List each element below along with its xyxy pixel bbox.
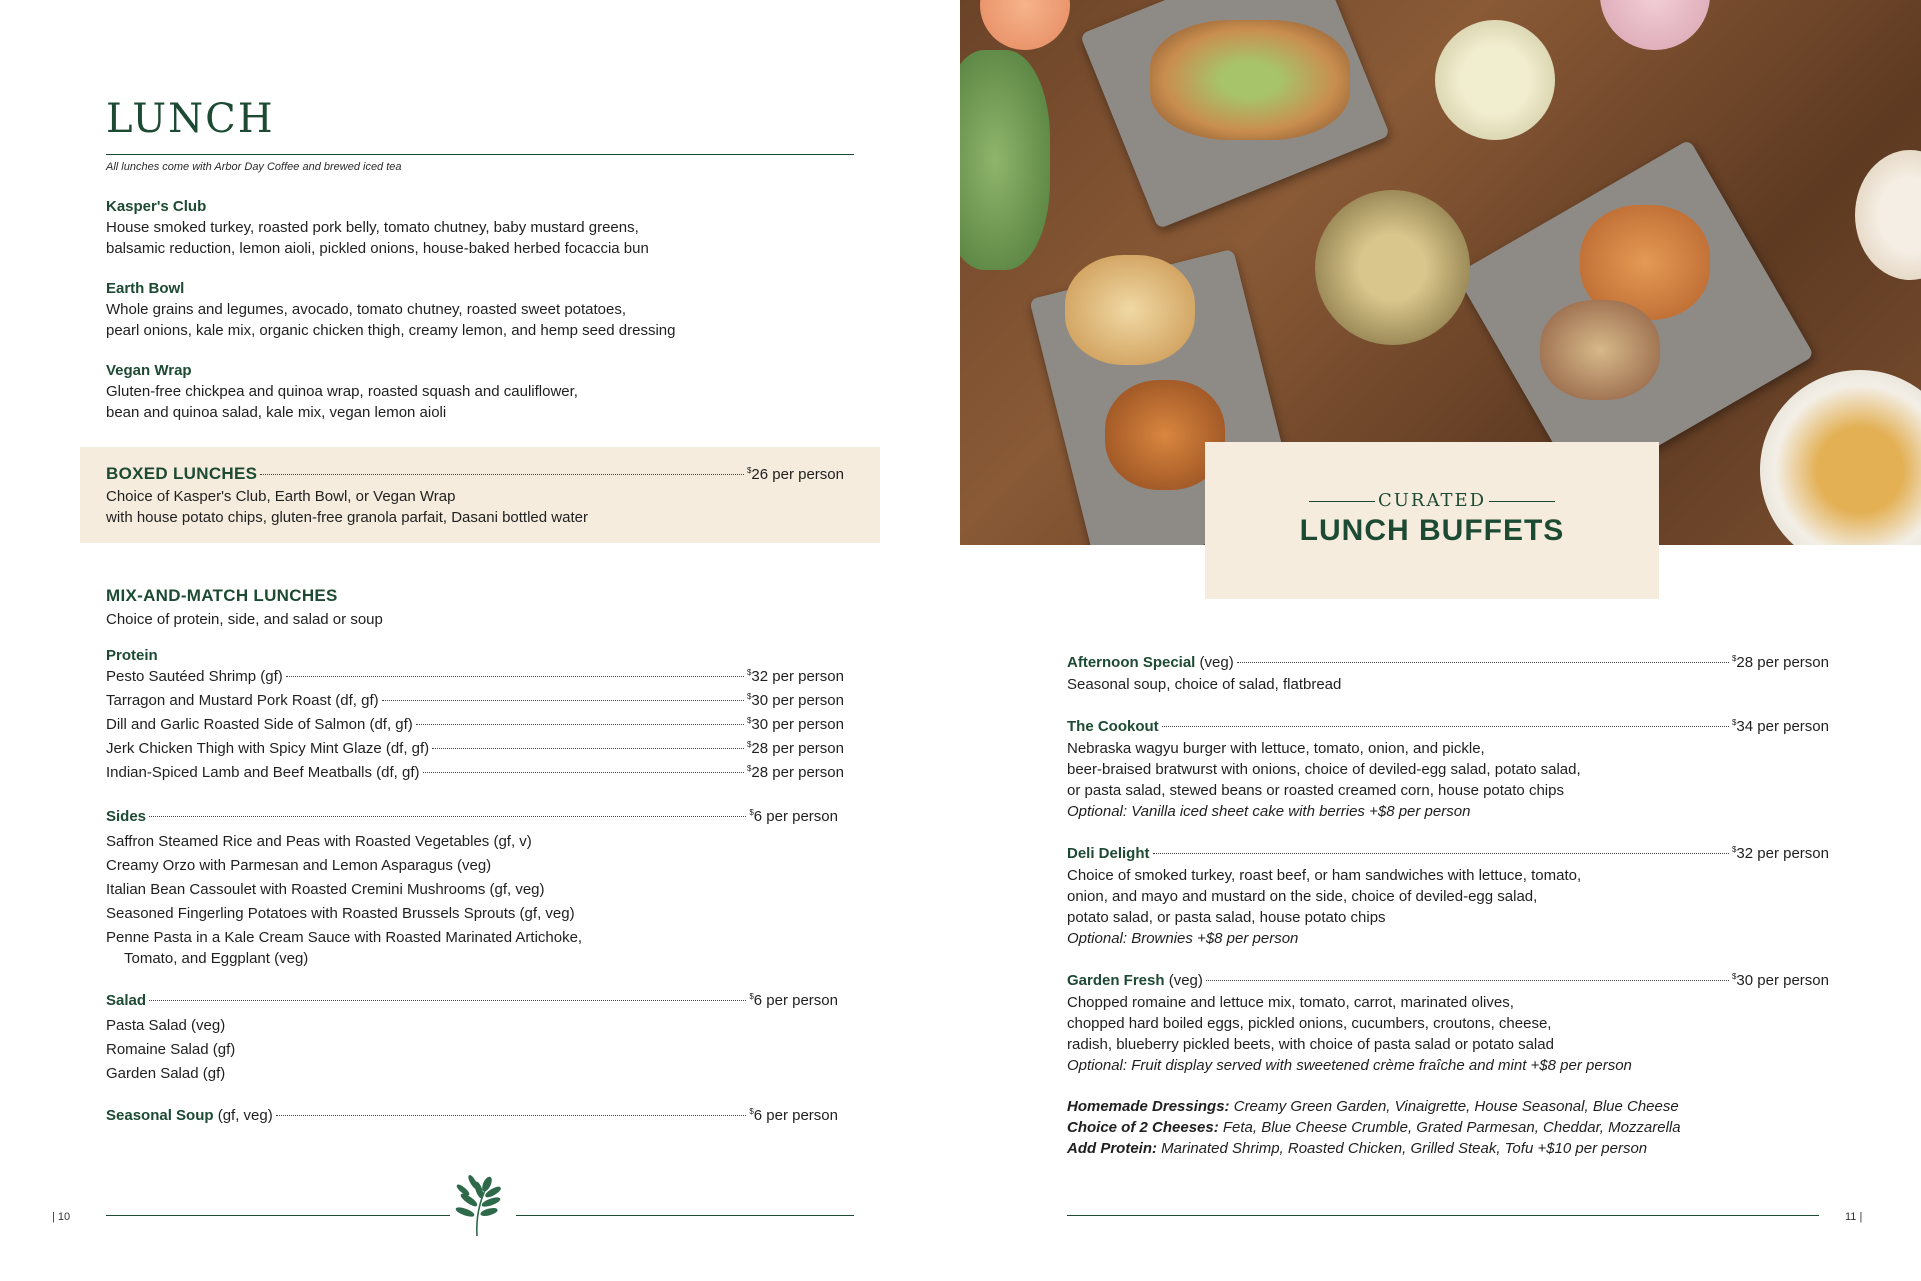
buffet-desc-line: Chopped romaine and lettuce mix, tomato, carrot, marinated olives,: [1067, 994, 1514, 1011]
buffet-price: $34 per person: [1731, 718, 1829, 735]
curated-rule: [1489, 501, 1555, 502]
protein-price: $32 per person: [746, 668, 844, 685]
protein-row: [106, 764, 844, 781]
dot-leader: [260, 474, 744, 475]
boxed-lunches-title: BOXED LUNCHES: [106, 464, 258, 483]
left-page: [0, 0, 960, 1281]
chips-cup: [1315, 190, 1470, 345]
protein-price: $30 per person: [746, 692, 844, 709]
buffet-desc-line: Nebraska wagyu burger with lettuce, tomato, onion, and pickle,: [1067, 740, 1485, 757]
menu-item-kaspers-club: [106, 197, 649, 259]
buffet-optional: Optional: Vanilla iced sheet cake with berries +$8 per person: [1067, 803, 1471, 820]
buffet-desc-line: radish, blueberry pickled beets, with choice of pasta salad or potato salad: [1067, 1036, 1554, 1053]
page-number-left: | 10: [52, 1211, 71, 1223]
protein-label: Protein: [106, 647, 158, 664]
side-item: Italian Bean Cassoulet with Roasted Cremini Mushrooms (gf, veg): [106, 881, 545, 898]
menu-item-vegan-wrap: [106, 361, 578, 423]
soup-row: [106, 1106, 838, 1126]
buffets-title: LUNCH BUFFETS: [1299, 514, 1565, 547]
buffet-desc: [1067, 674, 1341, 695]
protein-price: $30 per person: [746, 716, 844, 733]
buffet-row: [1067, 717, 1829, 737]
buffet-desc-line: Seasonal soup, choice of salad, flatbread: [1067, 676, 1342, 693]
buffet-row: [1067, 971, 1829, 991]
dot-leader: [1206, 980, 1729, 981]
item-name: Kasper's Club: [106, 198, 207, 215]
protein-row: [106, 740, 844, 757]
buffet-desc-line: potato salad, or pasta salad, house potato chips: [1067, 909, 1386, 926]
item-desc: Gluten-free chickpea and quinoa wrap, roasted squash and cauliflower,: [106, 383, 578, 400]
drink-glass: [1855, 150, 1921, 280]
item-name: Vegan Wrap: [106, 362, 192, 379]
protein-name: Dill and Garlic Roasted Side of Salmon (df, gf): [106, 716, 413, 733]
footer-rule: [106, 1215, 450, 1216]
dot-leader: [286, 676, 744, 677]
salad-label: Salad: [106, 992, 147, 1009]
side-item: Penne Pasta in a Kale Cream Sauce with Roasted Marinated Artichoke,: [106, 929, 583, 946]
dot-leader: [149, 1000, 746, 1001]
salad-item: Garden Salad (gf): [106, 1065, 226, 1082]
item-desc: House smoked turkey, roasted pork belly, tomato chutney, baby mustard greens,: [106, 219, 639, 236]
dot-leader: [416, 724, 744, 725]
extras-list: [1067, 1096, 1681, 1159]
sides-price: $6 per person: [749, 808, 838, 825]
right-page: [960, 0, 1921, 1281]
salad-bowl: [960, 50, 1050, 270]
item-desc: balsamic reduction, lemon aioli, pickled onions, house-baked herbed focaccia bun: [106, 240, 649, 257]
buffet-price: $30 per person: [1731, 972, 1829, 989]
sides-row: [106, 807, 838, 827]
title-divider: [106, 154, 854, 155]
buffet-title-panel: [1205, 442, 1659, 599]
protein-row: [106, 692, 844, 709]
boxed-desc-line: with house potato chips, gluten-free granola parfait, Dasani bottled water: [106, 509, 588, 526]
item-desc: pearl onions, kale mix, organic chicken thigh, creamy lemon, and hemp seed dressing: [106, 322, 676, 339]
protein-row: [106, 668, 844, 685]
protein-price: $28 per person: [746, 740, 844, 757]
salad-item: Romaine Salad (gf): [106, 1041, 236, 1058]
lunch-note: All lunches come with Arbor Day Coffee and brewed iced tea: [106, 161, 402, 173]
page-number-right: 11 |: [1845, 1211, 1863, 1223]
sides-list: [106, 830, 582, 969]
herb-sprig-icon: [443, 1172, 511, 1238]
buffet-desc-line: chopped hard boiled eggs, pickled onions, cucumbers, croutons, cheese,: [1067, 1015, 1552, 1032]
sides-label: Sides: [106, 808, 147, 825]
dot-leader: [149, 816, 746, 817]
dot-leader: [432, 748, 744, 749]
soup-label: Seasonal Soup (gf, veg): [106, 1107, 273, 1124]
dot-leader: [382, 700, 744, 701]
footer-rule: [1067, 1215, 1819, 1216]
buffet-row: [1067, 653, 1829, 673]
buffet-optional: Optional: Brownies +$8 per person: [1067, 930, 1299, 947]
protein-name: Tarragon and Mustard Pork Roast (df, gf): [106, 692, 379, 709]
buffet-price: $28 per person: [1731, 654, 1829, 671]
buffet-row: [1067, 844, 1829, 864]
dot-leader: [1153, 853, 1729, 854]
buffet-desc-line: beer-braised bratwurst with onions, choice of deviled-egg salad, potato salad,: [1067, 761, 1581, 778]
buffet-desc: [1067, 992, 1632, 1076]
side-item: Creamy Orzo with Parmesan and Lemon Asparagus (veg): [106, 857, 492, 874]
soup-price: $6 per person: [749, 1107, 838, 1124]
side-item: Seasoned Fingerling Potatoes with Roasted Brussels Sprouts (gf, veg): [106, 905, 575, 922]
fried-bowl: [1760, 370, 1921, 545]
dot-leader: [1162, 726, 1729, 727]
item-desc: Whole grains and legumes, avocado, tomato chutney, roasted sweet potatoes,: [106, 301, 627, 318]
dot-leader: [276, 1115, 747, 1116]
boxed-lunches-price: $26 per person: [746, 466, 844, 483]
item-name: Earth Bowl: [106, 280, 185, 297]
protein-price: $28 per person: [746, 764, 844, 781]
buffet-optional: Optional: Fruit display served with sweetened crème fraîche and mint +$8 per person: [1067, 1057, 1632, 1074]
side-item: Tomato, and Eggplant (veg): [124, 950, 309, 967]
sandwich: [1150, 20, 1350, 140]
extra-cheeses: Choice of 2 Cheeses: Feta, Blue Cheese Crumble, Grated Parmesan, Cheddar, Mozzarella: [1067, 1119, 1681, 1136]
buffet-name: Afternoon Special (veg): [1067, 654, 1234, 671]
chicken-sandwich: [1065, 255, 1195, 365]
protein-row: [106, 716, 844, 733]
drink-glass: [1600, 0, 1710, 50]
page-title: LUNCH: [106, 96, 275, 142]
drink-glass: [1435, 20, 1555, 140]
buffet-name: The Cookout: [1067, 718, 1159, 735]
buffet-desc: [1067, 865, 1581, 949]
mix-and-match-subtitle: Choice of protein, side, and salad or soup: [106, 611, 383, 628]
boxed-lunches-row: [106, 464, 844, 484]
salad-item: Pasta Salad (veg): [106, 1017, 226, 1034]
menu-item-earth-bowl: [106, 279, 675, 341]
buffet-price: $32 per person: [1731, 845, 1829, 862]
dot-leader: [1237, 662, 1729, 663]
dot-leader: [423, 772, 744, 773]
burger: [1540, 300, 1660, 400]
buffet-desc-line: onion, and mayo and mustard on the side, choice of deviled-egg salad,: [1067, 888, 1538, 905]
buffet-name: Deli Delight: [1067, 845, 1150, 862]
drink-glass: [980, 0, 1070, 50]
boxed-desc-line: Choice of Kasper's Club, Earth Bowl, or Vegan Wrap: [106, 488, 456, 505]
curated-label: CURATED: [1377, 490, 1487, 511]
salad-price: $6 per person: [749, 992, 838, 1009]
protein-name: Indian-Spiced Lamb and Beef Meatballs (df, gf): [106, 764, 420, 781]
extra-dressings: Homemade Dressings: Creamy Green Garden, Vinaigrette, House Seasonal, Blue Cheese: [1067, 1098, 1679, 1115]
buffet-desc: [1067, 738, 1581, 822]
boxed-lunches-desc: [106, 486, 588, 528]
salad-list: [106, 1014, 235, 1086]
side-item: Saffron Steamed Rice and Peas with Roasted Vegetables (gf, v): [106, 833, 532, 850]
buffet-desc-line: or pasta salad, stewed beans or roasted creamed corn, house potato chips: [1067, 782, 1564, 799]
protein-name: Pesto Sautéed Shrimp (gf): [106, 668, 283, 685]
footer-rule: [516, 1215, 854, 1216]
protein-name: Jerk Chicken Thigh with Spicy Mint Glaze (df, gf): [106, 740, 430, 757]
salad-row: [106, 991, 838, 1011]
mix-and-match-title: MIX-AND-MATCH LUNCHES: [106, 586, 338, 605]
extra-protein: Add Protein: Marinated Shrimp, Roasted Chicken, Grilled Steak, Tofu +$10 per person: [1067, 1140, 1648, 1157]
buffet-name: Garden Fresh (veg): [1067, 972, 1203, 989]
item-desc: bean and quinoa salad, kale mix, vegan lemon aioli: [106, 404, 447, 421]
buffet-desc-line: Choice of smoked turkey, roast beef, or ham sandwiches with lettuce, tomato,: [1067, 867, 1582, 884]
